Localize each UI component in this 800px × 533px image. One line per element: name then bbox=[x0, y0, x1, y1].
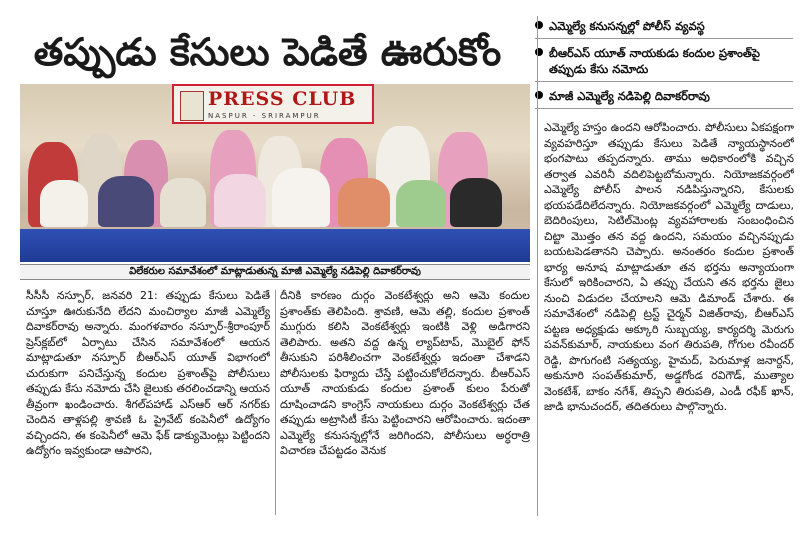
side-bullets bbox=[535, 16, 793, 113]
headline: తప్పుడు కేసులు పెడితే ఊరుకోం bbox=[33, 30, 502, 74]
press-meet-photo bbox=[20, 84, 530, 262]
person-figure bbox=[338, 178, 390, 227]
column-divider bbox=[537, 16, 538, 516]
banner-subtitle: NASPUR - SRIRAMPUR bbox=[208, 112, 321, 120]
press-club-logo-icon bbox=[180, 91, 204, 121]
press-club-banner bbox=[172, 84, 374, 124]
person-figure bbox=[214, 174, 266, 227]
article-column-3: ఎమ్మెల్యే హస్తం ఉందని ఆరోపించారు. పోలీసులు ఏకపక్షంగా వ్యవహరిస్తూ తప్పుడు కేసులు పెడితే న్యాయస్థానంలో భంగపాటు తప్పదన్నారు. తాము అధికారంలోకి వచ్చిన తర్వాత ఎవరినీ వదిలిపెట్టబోమన్నారు. నియోజకవర్గంలో ఎమ్మెల్యే పోలీస్ పాలన నడిపిస్తున్నారని, కేసులకు భయపడేదిలేదన్నారు. నియోజకవర్గంలో ఎమ్మెల్యే దాడులు, బెదిరింపులు, సెటిల్‌మెంట్ల వ్యవహారాలకు సంబంధించిన చిట్టా మొత్తం తన వద్ద ఉందని, సమయం వచ్చినప్పుడు బయటపెడతానని చెప్పారు. అనంతరం కందుల ప్రశాంత్ భార్య అనూష మాట్లాడుతూ తన భర్తను అన్యాయంగా కేసులో ఇరికించారని, ఏ తప్పు చేయని తన భర్తను జైలు నుంచి విడుదల చేయాలని ఆమె డిమాండ్ చేశారు. ఈ సమావేశంలో నడిపెల్లి ట్రస్ట్ చైర్మన్ విజిత్‌రావు, బీఆర్ఎస్ పట్టణ అధ్యక్షుడు అక్కూరి సుబ్బయ్య, కార్యదర్శి మెరుగు పవన్‌కుమార్, నాయకులు వంగ తిరుపతి, గోగుల రవీందర్ రెడ్డి, పొగుగంటి సత్యయ్య, హైమద్, పెరుమాళ్ల జనార్దన్, అకునూరి సంపత్‌కుమార్, అడ్డగోండ రవిగౌడ్, ముత్యాల వెంకటేశ్, బాకం నగేశ్, తిప్పని తిరుపతి, ఎండీ రఫీక్ ఖాన్, జాడి భానుచందర్, తదితరులు పాల్గొన్నారు. bbox=[544, 121, 794, 413]
side-bullet-text: ఎమ్మెల్యే కనుసన్నల్లో పోలీస్ వ్యవస్థ bbox=[549, 19, 705, 33]
banner-title: PRESS CLUB bbox=[208, 88, 357, 110]
person-figure bbox=[396, 180, 446, 227]
stage-table bbox=[20, 229, 530, 262]
side-bullet-text: బీఆర్ఎస్ యూత్ నాయకుడు కందుల ప్రశాంత్‌పై తప్పుడు కేసు నమోదు bbox=[549, 46, 760, 76]
person-figure bbox=[272, 168, 330, 227]
side-bullet-2 bbox=[535, 43, 793, 82]
people-group bbox=[20, 122, 530, 227]
article-column-1: సీసీసీ నస్పూర్, జనవరి 21: తప్పుడు కేసులు పెడితే చూస్తూ ఊరుకునేది లేదని మంచిర్యాల మాజీ ఎమ్మెల్యే దివాకర్‌రావు అన్నారు. మంగళవారం నస్పూర్-శ్రీరాంపూర్ ప్రెస్‌క్లబ్‌లో ఏర్పాటు చేసిన సమావేశంలో ఆయన మాట్లాడుతూ నస్పూర్ బీఆర్ఎస్ యూత్ విభాగంలో చురుకుగా పనిచేస్తున్న కందుల ప్రశాంత్‌పై పోలీసులు తప్పుడు కేసు నమోదు చేసి జైలుకు తరలించడాన్ని ఆయన తీవ్రంగా ఖండించారు. శీగల్‌పహాడ్ ఎస్‌ఆర్ ఆర్ నగర్‌కు చెందిన తాళ్లపల్లి శ్రావణి ఓ ప్రైవేట్ కంపెనీలో ఉద్యోగం వచ్చిందని, ఈ కంపెనీలో ఆమె ఫేక్ డాక్యుమెంట్లు పెట్టిందని ఉద్యోగం ఇవ్వకుండా ఆపారని, bbox=[26, 289, 270, 457]
photo-caption: విలేకరుల సమావేశంలో మాట్లాడుతున్న మాజీ ఎమ్మెల్యే నడిపెల్లి దివాకర్‌రావు bbox=[20, 264, 530, 280]
person-figure bbox=[98, 176, 154, 227]
person-figure bbox=[40, 180, 88, 227]
person-figure bbox=[450, 178, 502, 227]
column-divider bbox=[275, 290, 276, 515]
side-bullet-text: మాజీ ఎమ్మెల్యే నడిపెల్లి దివాకర్‌రావు bbox=[549, 89, 710, 103]
article-column-2: దీనికి కారణం దుర్గం వెంకటేశ్వర్లు అని ఆమె కందుల ప్రశాంత్‌కు తెలిపింది. శ్రావణి, ఆమె తల్లి, కందుల ప్రశాంత్ ముగ్గురు కలిసి వెంకటేశ్వర్లు ఇంటికి వెళ్లి అడిగారని తెలిపారు. అతని వద్ద ఉన్న ల్యాప్‌టాప్, మొబైల్ ఫోన్ తీసుకుని పరిశీలించగా వెంకటేశ్వర్లు ఇదంతా చేశాడని పోలీసులకు ఫిర్యాదు చేస్తే పట్టించుకోలేదన్నారు. బీఆర్ఎస్ యూత్ నాయకుడు కందుల ప్రశాంత్ కులం పేరుతో దూషించాడని కాంగ్రెస్ నాయకులు దుర్గం వెంకటేశ్వర్లు చేత తప్పుడు అట్రాసిటీ కేసు పెట్టించారని ఆరోపించారు. ఇదంతా ఎమ్మెల్యే కనుసన్నల్లోనే జరిగిందని, పోలీసులు అర్ధరాత్రి విచారణ చేపట్టడం వెనుక bbox=[280, 289, 530, 457]
person-figure bbox=[160, 178, 206, 227]
side-bullet-1 bbox=[535, 16, 793, 39]
side-bullet-3 bbox=[535, 86, 793, 109]
